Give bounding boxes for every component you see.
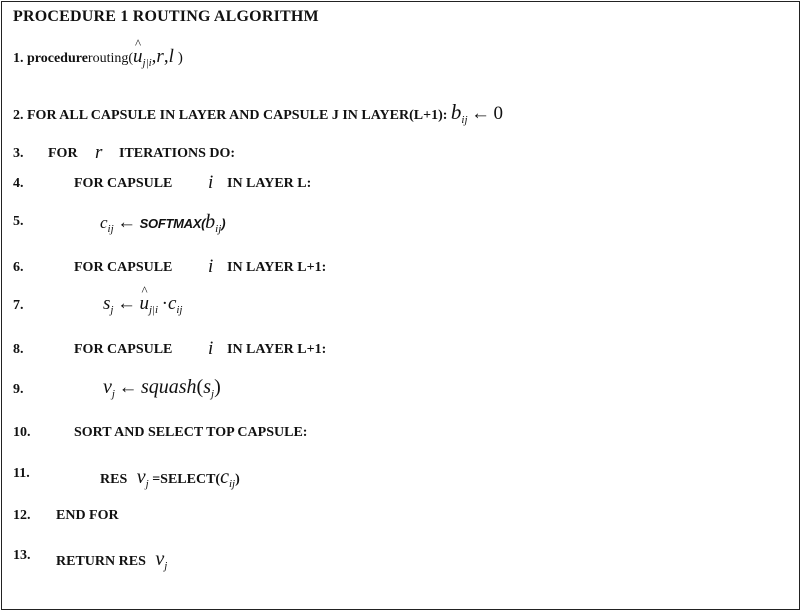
line-number: 6. <box>13 260 24 275</box>
line-text: IN LAYER L+1: <box>227 342 327 357</box>
assign-arrow: ← <box>117 212 137 233</box>
math-b-sub: ij <box>461 114 468 126</box>
math-u-sub: j|i <box>142 57 152 69</box>
math-v: v <box>155 548 165 570</box>
line-number: 10. <box>13 425 31 440</box>
math-b: b <box>450 100 462 124</box>
keyword-return-res: RETURN RES <box>56 554 146 569</box>
math-v: v <box>103 376 112 398</box>
math-s: s <box>203 376 211 398</box>
math-s: s <box>103 293 111 314</box>
keyword-procedure: procedure <box>27 51 88 66</box>
line-text: FOR CAPSULE <box>74 176 173 191</box>
softmax-fn: SOFTMAX( <box>139 216 206 231</box>
keyword-for: FOR <box>48 146 78 161</box>
line-text: SORT AND SELECT TOP CAPSULE: <box>74 425 308 440</box>
math-s-sub: j <box>110 304 114 316</box>
line-text: IN LAYER L: <box>227 176 312 191</box>
close-paren: ) <box>235 472 240 487</box>
math-i: i <box>208 172 214 193</box>
line-number: 1. <box>13 51 24 66</box>
close-paren: ) <box>221 216 226 231</box>
squash-fn: squash <box>140 376 197 398</box>
assign-arrow: ← <box>471 103 491 124</box>
math-l: l <box>168 46 174 67</box>
line-number: 7. <box>13 298 24 313</box>
line-number: 13. <box>13 548 31 563</box>
procedure-name: routing( <box>87 51 134 66</box>
algorithm-box <box>1 1 800 610</box>
algorithm-title: PROCEDURE 1 ROUTING ALGORITHM <box>13 8 319 25</box>
algorithm-line-2 <box>13 100 503 126</box>
keyword-res: RES <box>100 472 128 487</box>
line-text: ITERATIONS DO: <box>119 146 236 161</box>
math-u: ^ u <box>133 46 143 68</box>
comma: , <box>163 46 169 67</box>
math-c: c <box>167 293 177 314</box>
dot-operator: · <box>161 293 168 314</box>
line-number: 11. <box>13 466 30 481</box>
math-c-sub: ij <box>176 304 183 316</box>
select-fn: =SELECT( <box>152 472 221 487</box>
line-text: FOR CAPSULE <box>74 342 173 357</box>
open-paren: ( <box>196 376 204 398</box>
line-text: IN LAYER L+1: <box>227 260 327 275</box>
line-text: FOR CAPSULE <box>74 260 173 275</box>
line-number: 9. <box>13 382 24 397</box>
math-v-sub: j <box>111 388 115 400</box>
algorithm-line-1 <box>13 46 183 69</box>
math-r: r <box>156 46 164 67</box>
math-b-sub: ij <box>215 223 222 235</box>
math-i: i <box>208 256 214 277</box>
assign-arrow: ← <box>116 293 136 314</box>
math-i: i <box>208 338 214 359</box>
math-u: ^ u <box>139 293 149 315</box>
math-v-sub: j <box>164 560 168 572</box>
math-b: b <box>205 211 216 233</box>
line-text: FOR ALL CAPSULE IN LAYER AND CAPSULE J IN LAYER(L+1): <box>27 108 448 123</box>
line-number: 3. <box>13 146 24 161</box>
math-c: c <box>100 213 108 232</box>
value-zero: 0 <box>493 103 504 124</box>
math-c: c <box>220 466 229 488</box>
comma: , <box>151 46 157 67</box>
assign-arrow: ← <box>118 377 138 398</box>
line-number: 4. <box>13 176 24 191</box>
math-u-sub: j|i <box>148 304 159 316</box>
math-r: r <box>95 142 103 163</box>
math-c-sub: ij <box>107 223 114 235</box>
math-s-sub: j <box>211 388 215 400</box>
math-c-sub: ij <box>228 478 236 490</box>
math-v-sub: j <box>145 478 149 490</box>
line-number: 12. <box>13 508 31 523</box>
line-number: 2. <box>13 108 24 123</box>
close-paren: ) <box>214 376 221 398</box>
line-text: END FOR <box>56 508 119 523</box>
close-paren: ) <box>177 50 183 66</box>
line-number: 5. <box>13 214 24 229</box>
math-v: v <box>136 466 146 488</box>
line-number: 8. <box>13 342 24 357</box>
